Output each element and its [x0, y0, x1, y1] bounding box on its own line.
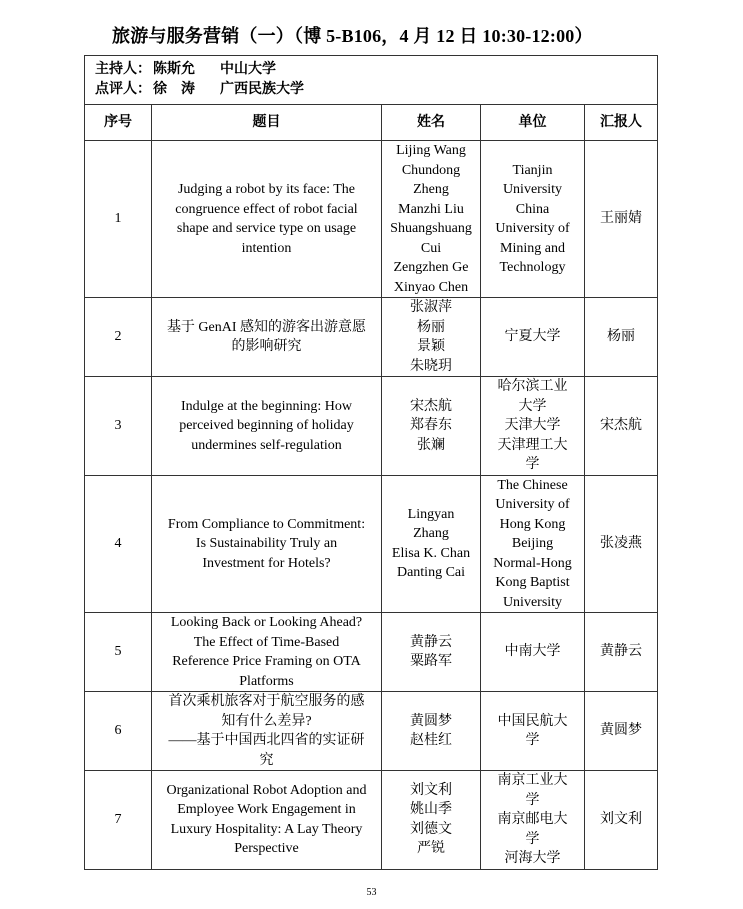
unit-line: Tianjin	[512, 162, 553, 178]
unit-line: Normal-Hong	[493, 555, 572, 571]
topic-line: 基于 GenAI 感知的游客出游意愿	[166, 319, 367, 335]
topic-line: Platforms	[239, 673, 294, 689]
header-num: 序号	[85, 105, 152, 141]
header-presenter: 汇报人	[585, 105, 658, 141]
row-units	[481, 613, 585, 692]
header-unit: 单位	[481, 105, 585, 141]
row-authors	[382, 771, 481, 870]
topic-line: congruence effect of robot facial	[175, 201, 358, 217]
row-presenter: 宋杰航	[585, 377, 658, 476]
row-units	[481, 475, 585, 613]
topic-line: ——基于中国西北四省的实证研	[168, 733, 365, 748]
author-name: 黄静云	[410, 634, 452, 650]
row-units	[481, 298, 585, 377]
author-name: Lijing Wang	[396, 143, 466, 158]
unit-line: 哈尔滨工业	[497, 379, 568, 394]
table-row	[85, 692, 658, 771]
unit-line: The Chinese	[497, 477, 568, 493]
row-authors	[382, 613, 481, 692]
author-name: Shuangshuang	[390, 221, 472, 236]
row-authors	[382, 298, 481, 377]
topic-line: Is Sustainability Truly an	[195, 536, 338, 551]
author-name: 张斓	[417, 437, 445, 453]
author-name: Chundong	[401, 162, 461, 178]
unit-line: 学	[525, 792, 540, 808]
table-row	[85, 298, 658, 377]
unit-line: 宁夏大学	[504, 329, 561, 345]
row-topic	[152, 298, 382, 377]
author-name: 张淑萍	[410, 300, 452, 315]
topic-line: shape and service type on usage	[176, 221, 357, 236]
schedule-table	[84, 55, 658, 870]
author-name: 杨丽	[417, 319, 445, 335]
host-label: 主持人：	[95, 62, 151, 77]
topic-line: Reference Price Framing on OTA	[172, 654, 361, 669]
unit-line: 中国民航大	[497, 713, 568, 729]
author-name: 刘德文	[410, 821, 452, 837]
topic-line: intention	[241, 240, 292, 256]
topic-line: Employee Work Engagement in	[177, 802, 356, 818]
unit-line: 河海大学	[504, 851, 561, 866]
author-name: 赵桂红	[410, 733, 452, 748]
reviewer-label: 点评人：	[95, 82, 151, 97]
host-affiliation: 中山大学	[220, 62, 276, 77]
topic-line: 首次乘机旅客对于航空服务的感	[168, 694, 365, 709]
row-number: 2	[85, 298, 152, 377]
unit-line: University	[502, 594, 563, 610]
row-number: 5	[85, 613, 152, 692]
topic-line: Perspective	[234, 841, 299, 857]
topic-line: Looking Back or Looking Ahead?	[170, 615, 363, 630]
row-units	[481, 377, 585, 476]
unit-line: 学	[525, 831, 540, 847]
row-authors	[382, 692, 481, 771]
reviewer-affiliation: 广西民族大学	[220, 82, 304, 97]
row-topic	[152, 771, 382, 870]
table-row	[85, 771, 658, 870]
topic-line: 究	[259, 752, 274, 768]
host-line	[95, 60, 647, 80]
unit-line: Beijing	[511, 536, 554, 551]
unit-line: Hong Kong	[499, 516, 566, 532]
table-row	[85, 141, 658, 298]
row-presenter: 黄静云	[585, 613, 658, 692]
header-topic: 题目	[152, 105, 382, 141]
table-row	[85, 613, 658, 692]
author-name: Manzhi Liu	[398, 201, 464, 217]
host-info	[85, 56, 658, 105]
topic-line: Indulge at the beginning: How	[180, 398, 353, 414]
row-presenter: 张凌燕	[585, 475, 658, 613]
topic-line: Judging a robot by its face: The	[177, 182, 356, 197]
unit-line: University	[502, 182, 563, 197]
author-name: Zhang	[413, 526, 449, 542]
row-topic	[152, 475, 382, 613]
unit-line: 学	[525, 733, 540, 748]
row-authors	[382, 377, 481, 476]
header-row	[85, 105, 658, 141]
author-name: 郑春东	[410, 418, 452, 433]
reviewer-line	[95, 80, 647, 100]
topic-line: The Effect of Time-Based	[193, 634, 340, 650]
author-name: Zengzhen Ge	[393, 260, 469, 275]
author-name: Lingyan	[407, 506, 455, 522]
row-units	[481, 692, 585, 771]
row-number: 6	[85, 692, 152, 771]
header-names: 姓名	[382, 105, 481, 141]
unit-line: University of	[495, 221, 570, 236]
topic-line: 知有什么差异?	[221, 713, 312, 729]
author-name: 姚山季	[410, 802, 452, 818]
unit-line: 天津理工大	[497, 437, 568, 453]
author-name: 宋杰航	[410, 398, 452, 414]
row-presenter: 黄圆梦	[585, 692, 658, 771]
row-units	[481, 771, 585, 870]
row-authors	[382, 141, 481, 298]
unit-line: Technology	[499, 260, 566, 275]
author-name: 粟路军	[410, 654, 452, 669]
topic-line: Organizational Robot Adoption and	[166, 782, 367, 798]
reviewer-name: 徐 涛	[153, 82, 195, 97]
topic-line: Investment for Hotels?	[202, 555, 331, 571]
row-presenter: 王丽婧	[585, 141, 658, 298]
row-presenter: 杨丽	[585, 298, 658, 377]
author-name: Zheng	[413, 182, 449, 197]
unit-line: 学	[525, 457, 540, 472]
row-number: 1	[85, 141, 152, 298]
host-name: 陈斯允	[153, 62, 195, 77]
unit-line: 天津大学	[504, 418, 561, 433]
topic-line: undermines self-regulation	[191, 437, 342, 453]
row-topic	[152, 692, 382, 771]
author-name: 朱晓玥	[410, 358, 452, 374]
row-authors	[382, 475, 481, 613]
unit-line: 南京工业大	[497, 773, 568, 788]
author-name: Danting Cai	[396, 565, 466, 581]
topic-line: From Compliance to Commitment:	[167, 516, 366, 532]
row-units	[481, 141, 585, 298]
unit-line: 中南大学	[504, 644, 561, 660]
session-title: 旅游与服务营销（一）（博 5-B106，4 月 12 日 10:30-12:00）	[112, 26, 593, 46]
author-name: Cui	[420, 240, 442, 256]
unit-line: 南京邮电大	[497, 812, 568, 827]
table-row	[85, 475, 658, 613]
author-name: 景颖	[417, 339, 445, 354]
host-row	[85, 56, 658, 105]
author-name: 黄圆梦	[410, 713, 452, 729]
table-row	[85, 377, 658, 476]
topic-line: perceived beginning of holiday	[179, 418, 354, 433]
row-number: 7	[85, 771, 152, 870]
unit-line: Mining and	[500, 240, 565, 256]
author-name: Xinyao Chen	[393, 279, 469, 295]
unit-line: Kong Baptist	[495, 575, 570, 590]
topic-line: 的影响研究	[231, 339, 302, 354]
unit-line: University of	[495, 497, 570, 512]
topic-line: Luxury Hospitality: A Lay Theory	[170, 821, 363, 837]
unit-line: 大学	[518, 398, 547, 414]
row-topic	[152, 377, 382, 476]
row-topic	[152, 613, 382, 692]
row-number: 3	[85, 377, 152, 476]
row-number: 4	[85, 475, 152, 613]
author-name: Elisa K. Chan	[391, 545, 471, 561]
row-presenter: 刘文利	[585, 771, 658, 870]
row-topic	[152, 141, 382, 298]
author-name: 严锐	[417, 841, 445, 857]
page-number: 53	[366, 887, 377, 898]
author-name: 刘文利	[410, 782, 452, 798]
unit-line: China	[515, 201, 550, 217]
